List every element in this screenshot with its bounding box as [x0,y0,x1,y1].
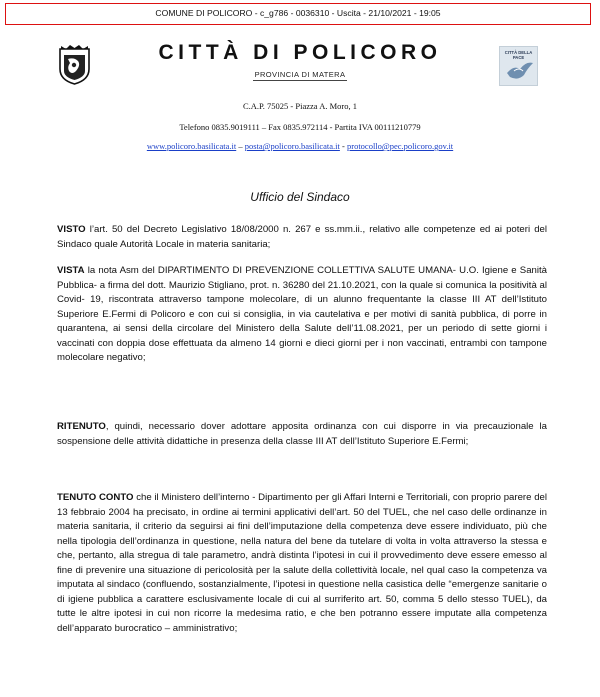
address-line: C.A.P. 75025 - Piazza A. Moro, 1 [242,101,358,111]
website-link[interactable]: www.policoro.basilicata.it [146,141,237,151]
paragraph-text: l’art. 50 del Decreto Legislativo 18/08/2000 n. 267 e ss.mm.ii., relativo alle competenze ed ai poteri del Sindaco quale Autorità Locale in materia sanitaria; [57,224,547,250]
paragraph-lead: VISTA [57,265,85,276]
paragraph-text: che il Ministero dell’interno - Dipartimento per gli Affari Interni e Territoriali, con proprio parere del 13 febbraio 2004 ha precisato, in ordine ai termini applicativi dell’art. 50 del TUEL, che nel caso delle ordinanze in materia sanitaria, il criterio da seguirsi ai fini dell’imputazione della competenza deve essere individuato, più che nella tipologia dell’ordinanza in questione, nella natura del bene da tutelare di volta in volta attraverso la stessa e che, pertanto, alla stregua di tale parametro, andrà distinta l’ipotesi in cui il provvedimento deve essere emesso al fine di prevenire una situazione di pericolosità per la salute della collettività locale, nel qual caso la competenza va imputata al sindaco (confluendo, sostanzialmente, l’ipotesi in questione nella casistica delle “emergenze sanitarie o di igiene pubblica a carattere esclusivamente locale di cui al surriferito art. 50, comma 5 dello stesso TUEL), da tutte le altre ipotesi in cui non ricorre la medesima ratio, e che ben potranno essere imputate alla competenza dell’apparato burocratico – amministrativo; [57,492,547,634]
paragraph-lead: RITENUTO [57,421,106,432]
email-link[interactable]: posta@policoro.basilicata.it [244,141,340,151]
paragraph-text: , quindi, necessario dover adottare apposita ordinanza con cui disporre in via precauzionale la sospensione delle attività didattiche in presenza della classe III AT dell’Istituto Superiore E.Fermi; [57,421,547,447]
city-of-peace-label: CITTÀ DELLA PACE [504,50,533,60]
paragraph-vista [57,264,547,366]
province-label: PROVINCIA DI MATERA [254,70,346,79]
paragraph-visto [57,223,547,252]
protocol-stamp: COMUNE DI POLICORO - c_g786 - 0036310 - Uscita - 21/10/2021 - 19:05 [5,3,591,25]
link-separator: - [339,141,347,151]
paragraph-tenuto-conto [57,491,547,636]
pec-link[interactable]: protocollo@pec.policoro.gov.it [346,141,454,151]
city-title: CITTÀ DI POLICORO [158,41,442,64]
paragraph-lead: TENUTO CONTO [57,492,134,503]
contacts-line: Telefono 0835.9019111 – Fax 0835.972114 - Partita IVA 00111210779 [179,122,421,132]
city-of-peace-emblem-icon [499,46,538,86]
links-line [0,141,600,151]
paragraph-ritenuto [57,420,547,449]
link-separator: – [236,141,245,151]
office-title: Ufficio del Sindaco [250,190,350,204]
paragraph-text: la nota Asm del DIPARTIMENTO DI PREVENZIONE COLLETTIVA SALUTE UMANA- U.O. Igiene e Sanità Pubblica- a firma del dott. Maurizio Stigliano, prot. n. 36280 del 21.10.2021, con la quale si comunica la positività al Covid- 19, riscontrata attraverso tampone molecolare, di un alunno frequentante la classe III AT dell’Istituto Superiore E.Fermi di Policoro e con cui si consiglia, in via cautelativa e per motivi di sanità pubblica, di porre in quarantena, ai sensi della circolare del Ministero della Salute dell’11.08.2021, per un periodo di sette giorni i vaccinati con doppia dose effettuata da almeno 14 giorni e dieci giorni per i non vaccinati, entrambi con tampone molecolare negativo; [57,265,547,363]
paragraph-lead: VISTO [57,224,86,235]
